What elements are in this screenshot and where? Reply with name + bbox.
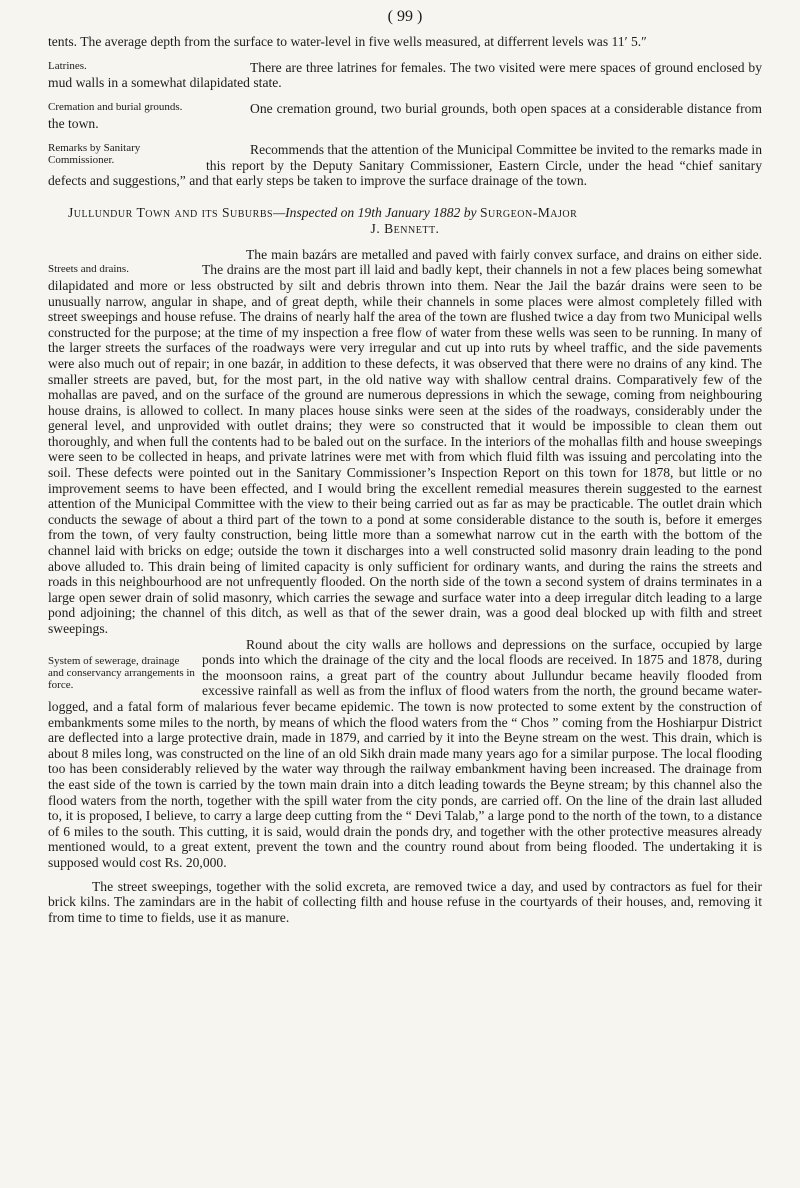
streets-block bbox=[48, 247, 762, 637]
intro-paragraph: tents. The average depth from the surface to water-level in five wells measured, at differrent levels was 11′ 5.″ bbox=[48, 34, 647, 49]
section-rank: Surgeon-Major bbox=[479, 204, 578, 220]
streets-paragraph: The main bazárs are metalled and paved with fairly convex surface, and drains on either side. The drains are the most part ill laid and badly kept, their channels in not a few places being somewhat dilapidated and more or less obstructed by silt and debris thrown into them. Near the Jail the bazár drains were seen to be unusually narrow, angular in shape, and of great depth, while their channels in some places were almost completely filled with street sweepings and house refuse. The drains of nearly half the area of the town are flushed twice a day from two Municipal wells constructed for the purpose; at the time of my inspection a free flow of water from these wells was seen to be running. In many of the larger streets the surfaces of the roadways were very irregular and cut up into ruts by wheel traffic, and the side pavements were also much out of repair; in one bazár, in addition to these defects, it was observed that there were no drains of any kind. The smaller streets are paved, but, for the most part, in the old native way with shallow central drains. Comparatively few of the mohallas are paved, and on the surface of the ground are numerous depressions in which the sewage, coming from neighbouring house drains, is allowed to collect. In many places house sinks were seen at the sides of the roadways, considerably under the general level, and unprovided with outlet drains; they were so constructed that it would be impossible to clean them out thoroughly, and when full the contents had to be baled out on the surface. In the interiors of the mohallas filth and house sweepings were seen to be collected in heaps, and private latrines were met with from which fluid filth was issuing and percolating into the soil. These defects were pointed out in the Sanitary Commissioner’s Inspection Report on this town for 1878, but little or no improvement seems to have been effected, and I would bring the excellent remedial measures therein suggested to the earnest attention of the Municipal Committee with the view to their being carried out as far as may be practicable. The outlet drain which conducts the sewage of about a third part of the town to a pond at some considerable distance to the south is, before it emerges from the town, of very faulty construction, being little more than a somewhat narrow cut in the earth with the bottom of the channel laid with bricks on edge; outside the town it discharges into a well constructed solid masonry drain leading to the pond above alluded to. This drain being of limited capacity is only sufficient for ordinary wants, and during the rains the streets and roads in this neighbourhood are not unfrequently flooded. On the north side of the town a second system of drains terminates in a large open sewer drain of solid masonry, which carries the sewage and surface water into a deep irregular ditch leading to a large pond adjoining; the channel of this ditch, as well as that of the sewer drain, was a good deal blocked up with filth and street sweepings. bbox=[48, 246, 762, 636]
sewerage-block bbox=[48, 637, 762, 871]
margin-note-cremation: Cremation and burial grounds. bbox=[48, 100, 183, 113]
section-inspected: —Inspected on 19th January 1882 by bbox=[273, 204, 477, 220]
margin-note-sewerage: System of sewerage, drainage and conservancy arrangements in force. bbox=[48, 654, 195, 691]
remarks-paragraph: Recommends that the attention of the Municipal Committee be invited to the remarks made in this report by the Deputy Sanitary Commissioner, Eastern Circle, under the head “chief sanitary defects and suggestions,” and that early steps be taken to improve the surface drainage of the town. bbox=[48, 141, 762, 189]
margin-note-remarks: Remarks by Sanitary Commissioner. bbox=[48, 141, 141, 166]
section-heading bbox=[48, 205, 762, 221]
cremation-paragraph: One cremation ground, two burial grounds, both open spaces at a considerable distance from the town. bbox=[48, 100, 762, 132]
page-number: ( 99 ) bbox=[387, 8, 423, 25]
margin-note-latrines: Latrines. bbox=[48, 59, 87, 72]
section-place: Jullundur Town and its Suburbs bbox=[68, 204, 274, 220]
sewerage-paragraph: Round about the city walls are hollows and depressions on the surface, occupied by large ponds into which the drainage of the city and the local floods are received. In 1875 and 1878, during the moonsoon rains, a great part of the country about Jullundur became heavily flooded from excessive rainfall as well as from the influx of flood waters from the north, the ground became water-logged, and a fatal form of malarious fever became epidemic. The town is now protected to some extent by the construction of embankments some miles to the north, by means of which the flood waters from the “ Chos ” coming from the Hoshiarpur District are deflected into a large protective drain, made in 1879, and carried by it into the Beyne stream on the west. This drain, which is about 8 miles long, was constructed on the line of an old Sikh drain made many years ago for a similar purpose. The local flooding too has been considerably relieved by the water way through the railway embankment having been increased. The drainage from the east side of the town is carried by the town main drain into a ditch leading towards the Beyne stream; by this channel also the flood waters from the north, together with the spill water from the city ponds, are carried off. On the line of the drain last alluded to, it is proposed, I believe, to carry a large deep cutting from the “ Devi Talab,” a large pond to the north of the town, to a distance of 6 miles to the south. This cutting, it is said, would drain the ponds dry, and together with the other protective measures already mentioned would, to a great extent, prevent the town and the country round about from being flooded. The undertaking it is supposed would cost Rs. 20,000. bbox=[48, 636, 762, 870]
section-inspector-name: J. Bennett. bbox=[370, 220, 440, 236]
latrines-paragraph: There are three latrines for females. The two visited were mere spaces of ground enclosed by mud walls in a somewhat dilapidated state. bbox=[48, 59, 762, 91]
latrines-block bbox=[48, 60, 762, 91]
closing-paragraph: The street sweepings, together with the solid excreta, are removed twice a day, and used by contractors as fuel for their brick kilns. The zamindars are in the habit of collecting filth and house refuse in the courtyards of their houses, and, removing it from time to time to fields, use it as manure. bbox=[48, 878, 762, 925]
remarks-block bbox=[48, 142, 762, 189]
cremation-block bbox=[48, 101, 762, 132]
margin-note-streets: Streets and drains. bbox=[48, 262, 129, 275]
